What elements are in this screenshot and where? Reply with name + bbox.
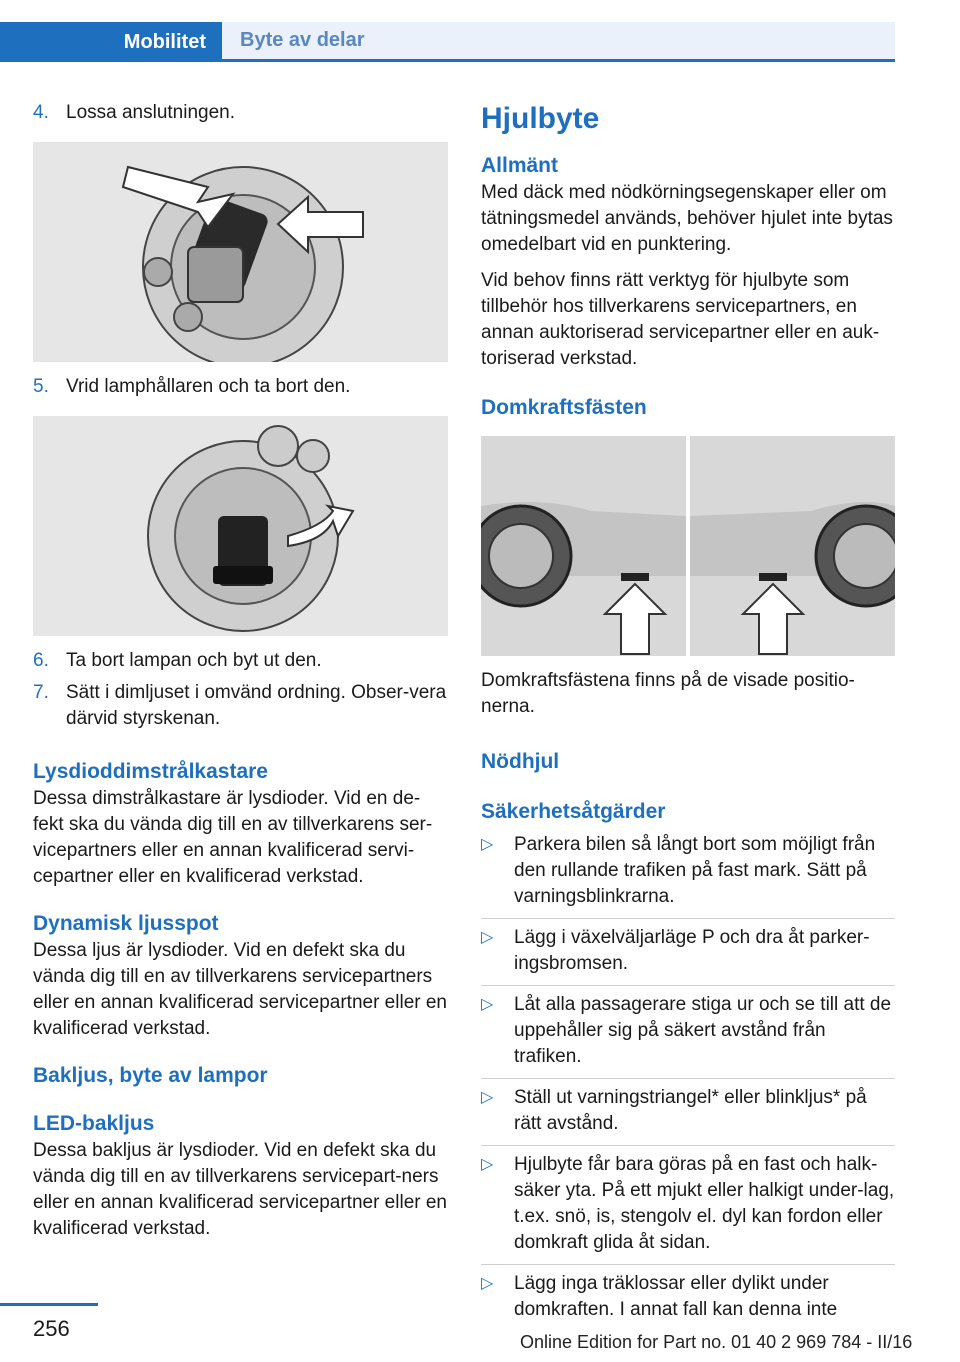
jack-points-illustration bbox=[481, 436, 895, 656]
list-item: ▷ Ställ ut varningstriangel* eller blinkljus* på rätt avstånd. bbox=[481, 1079, 895, 1146]
jack-points-caption: Domkraftsfästena finns på de visade positio-nerna. bbox=[481, 670, 855, 717]
step-7 bbox=[33, 680, 448, 732]
right-column bbox=[481, 100, 895, 1331]
general-paragraph-2: Vid behov finns rätt verktyg för hjulbyte som tillbehör hos tillverkarens servicepartners, en annan auktoriserad servicepartner eller en auk-toriserad verkstad. bbox=[481, 270, 880, 369]
header bbox=[0, 0, 895, 62]
list-item: ▷ Lägg inga träklossar eller dylikt under domkraften. I annat fall kan denna inte bbox=[481, 1265, 895, 1331]
wheel-change-title: Hjulbyte bbox=[481, 102, 600, 135]
triangle-bullet-icon: ▷ bbox=[481, 929, 494, 946]
triangle-bullet-icon: ▷ bbox=[481, 836, 494, 853]
step-text: Lossa anslutningen. bbox=[66, 102, 236, 123]
led-tail-text: Dessa bakljus är lysdioder. Vid en defekt ska du vända dig till en av tillverkarens servicepart-ners eller en annan kvalificerad servicepartner eller en kvalificerad verkstad. bbox=[33, 1140, 448, 1239]
triangle-bullet-icon: ▷ bbox=[481, 996, 494, 1013]
step-number: 4. bbox=[33, 102, 49, 123]
tail-lights-title: Bakljus, byte av lampor bbox=[33, 1064, 268, 1087]
general-paragraph-1: Med däck med nödkörningsegenskaper eller om tätningsmedel används, behöver hjulet inte bytas omedelbart vid en punktering. bbox=[481, 182, 893, 255]
lamp-holder-illustration bbox=[33, 416, 448, 636]
step-number: 5. bbox=[33, 376, 49, 397]
step-text: Sätt i dimljuset i omvänd ordning. Obser-vera därvid styrskenan. bbox=[66, 682, 447, 729]
step-text: Vrid lamphållaren och ta bort den. bbox=[66, 376, 351, 397]
step-text: Ta bort lampan och byt ut den. bbox=[66, 650, 322, 671]
left-column bbox=[33, 100, 448, 1242]
list-item: ▷ Hjulbyte får bara göras på en fast och halk-säker yta. På ett mjukt eller halkigt under-lag, t.ex. snö, is, stengolv el. dyl kan fordon eller domkraft glida åt sidan. bbox=[481, 1146, 895, 1265]
edition-footer: Online Edition for Part no. 01 40 2 969 784 - II/16 bbox=[520, 1332, 913, 1352]
triangle-bullet-icon: ▷ bbox=[481, 1156, 494, 1173]
safety-list bbox=[481, 826, 895, 1331]
connector-illustration bbox=[33, 142, 448, 362]
step-5 bbox=[33, 374, 448, 400]
page-number: 256 bbox=[33, 1316, 70, 1341]
led-tail-title: LED-bakljus bbox=[33, 1112, 155, 1135]
led-fog-text: Dessa dimstrålkastare är lysdioder. Vid en de-fekt ska du vända dig till en av tillverkarens ser-vicepartners eller en annan kvalificerad servi-cepartner eller en kvalificerad verkstad. bbox=[33, 788, 433, 887]
spot-text: Dessa ljus är lysdioder. Vid en defekt ska du vända dig till en av tillverkarens servicepartners eller en annan kvalificerad servicepartner eller en kvalificerad verkstad. bbox=[33, 940, 448, 1039]
list-item: ▷ Låt alla passagerare stiga ur och se till att de uppehåller sig på säkert avstånd från trafiken. bbox=[481, 986, 895, 1079]
led-fog-title: Lysdioddimstrålkastare bbox=[33, 760, 268, 783]
jack-points-title: Domkraftsfästen bbox=[481, 396, 647, 419]
safety-title: Säkerhetsåtgärder bbox=[481, 800, 666, 823]
spot-title: Dynamisk ljusspot bbox=[33, 912, 219, 935]
tab-mobilitet[interactable]: Mobilitet bbox=[0, 22, 222, 62]
step-6 bbox=[33, 648, 448, 674]
tab-byte-av-delar[interactable]: Byte av delar bbox=[222, 22, 895, 62]
step-4 bbox=[33, 100, 448, 126]
list-item: ▷ Parkera bilen så långt bort som möjligt från den rullande trafiken på fast mark. Sätt på varningsblinkrarna. bbox=[481, 826, 895, 919]
list-item: ▷ Lägg i växelväljarläge P och dra åt parker-ingsbromsen. bbox=[481, 919, 895, 986]
spare-wheel-title: Nödhjul bbox=[481, 750, 560, 773]
footer-rule bbox=[0, 1303, 98, 1306]
step-number: 7. bbox=[33, 682, 49, 703]
triangle-bullet-icon: ▷ bbox=[481, 1089, 494, 1106]
triangle-bullet-icon: ▷ bbox=[481, 1275, 494, 1292]
general-title: Allmänt bbox=[481, 154, 559, 177]
step-number: 6. bbox=[33, 650, 49, 671]
